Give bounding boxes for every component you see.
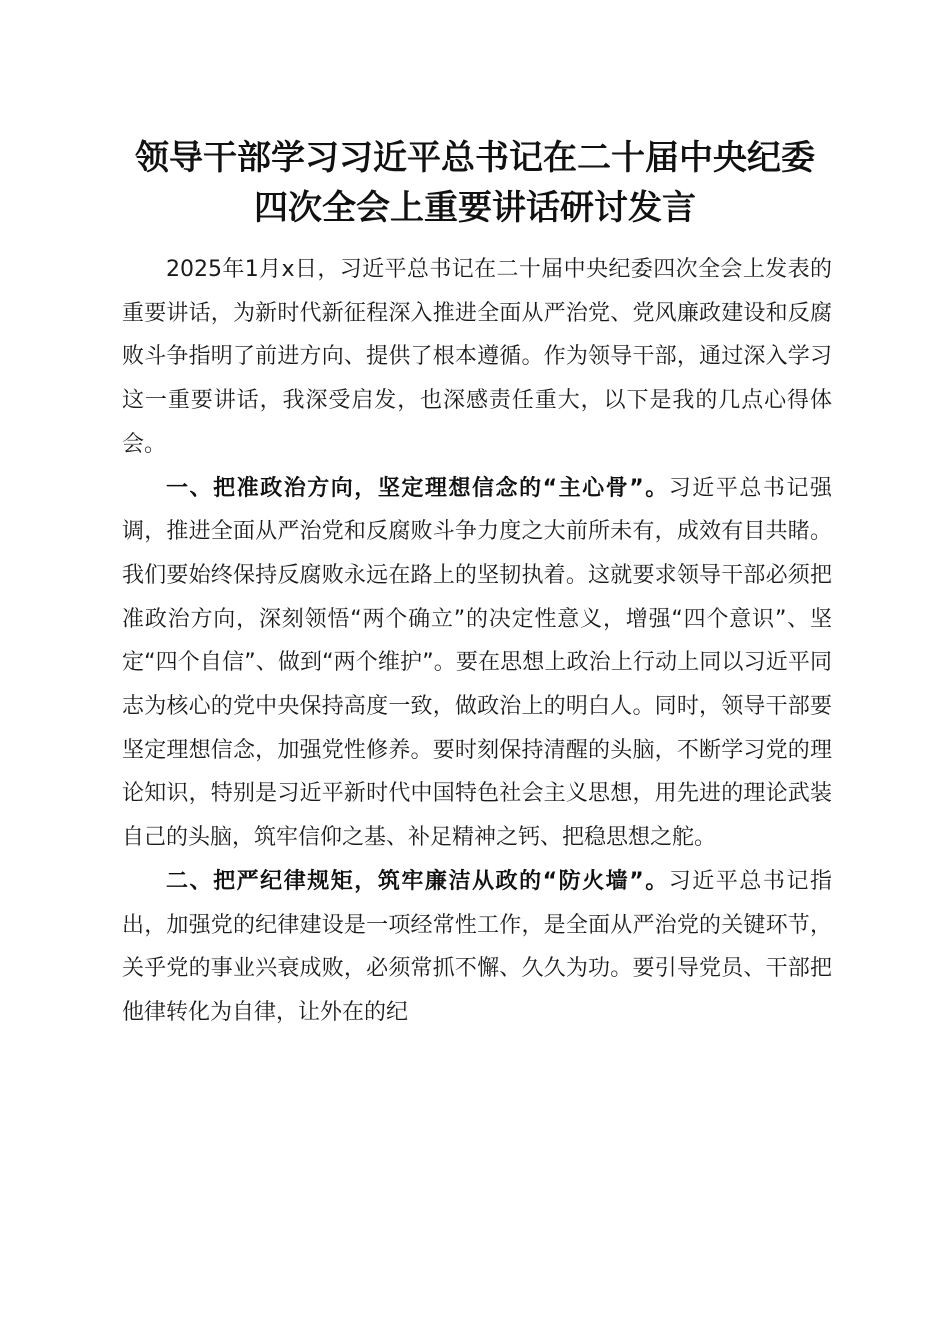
paragraph-intro xyxy=(122,248,832,467)
paragraph-section-2 xyxy=(122,860,832,1035)
document-title-line-1: 领导干部学习习近平总书记在二十届中央纪委 xyxy=(135,138,815,178)
paragraph-text: 2025年1月x日，习近平总书记在二十届中央纪委四次全会上发表的重要讲话，为新时代新征程深入推进全面从严治党、党风廉政建设和反腐败斗争指明了前进方向、提供了根本遵循。作为领导干部，通过深入学习这一重要讲话，我深受启发，也深感责任重大，以下是我的几点心得体会。 xyxy=(122,257,832,457)
paragraph-text: 习近平总书记指出，加强党的纪律建设是一项经常性工作，是全面从严治党的关键环节，关乎党的事业兴衰成败，必须常抓不懈、久久为功。要引导党员、干部把他律转化为自律，让外在的纪 xyxy=(122,868,832,1025)
paragraph-section-1 xyxy=(122,467,832,860)
document-title-line-2: 四次全会上重要讲话研讨发言 xyxy=(254,188,696,228)
section-heading: 一、把准政治方向，坚定理想信念的“主心骨”。 xyxy=(166,475,669,501)
document-body xyxy=(122,248,832,1035)
paragraph-text: 习近平总书记强调，推进全面从严治党和反腐败斗争力度之大前所未有，成效有目共睹。我们要始终保持反腐败永远在路上的坚韧执着。这就要求领导干部必须把准政治方向，深刻领悟“两个确立”的决定性意义，增强“四个意识”、坚定“四个自信”、做到“两个维护”。要在思想上政治上行动上同以习近平同志为核心的党中央保持高度一致，做政治上的明白人。同时，领导干部要坚定理想信念，加强党性修养。要时刻保持清醒的头脑，不断学习党的理论知识，特别是习近平新时代中国特色社会主义思想，用先进的理论武装自己的头脑，筑牢信仰之基、补足精神之钙、把稳思想之舵。 xyxy=(122,475,832,851)
section-heading: 二、把严纪律规矩，筑牢廉洁从政的“防火墙”。 xyxy=(166,868,669,894)
